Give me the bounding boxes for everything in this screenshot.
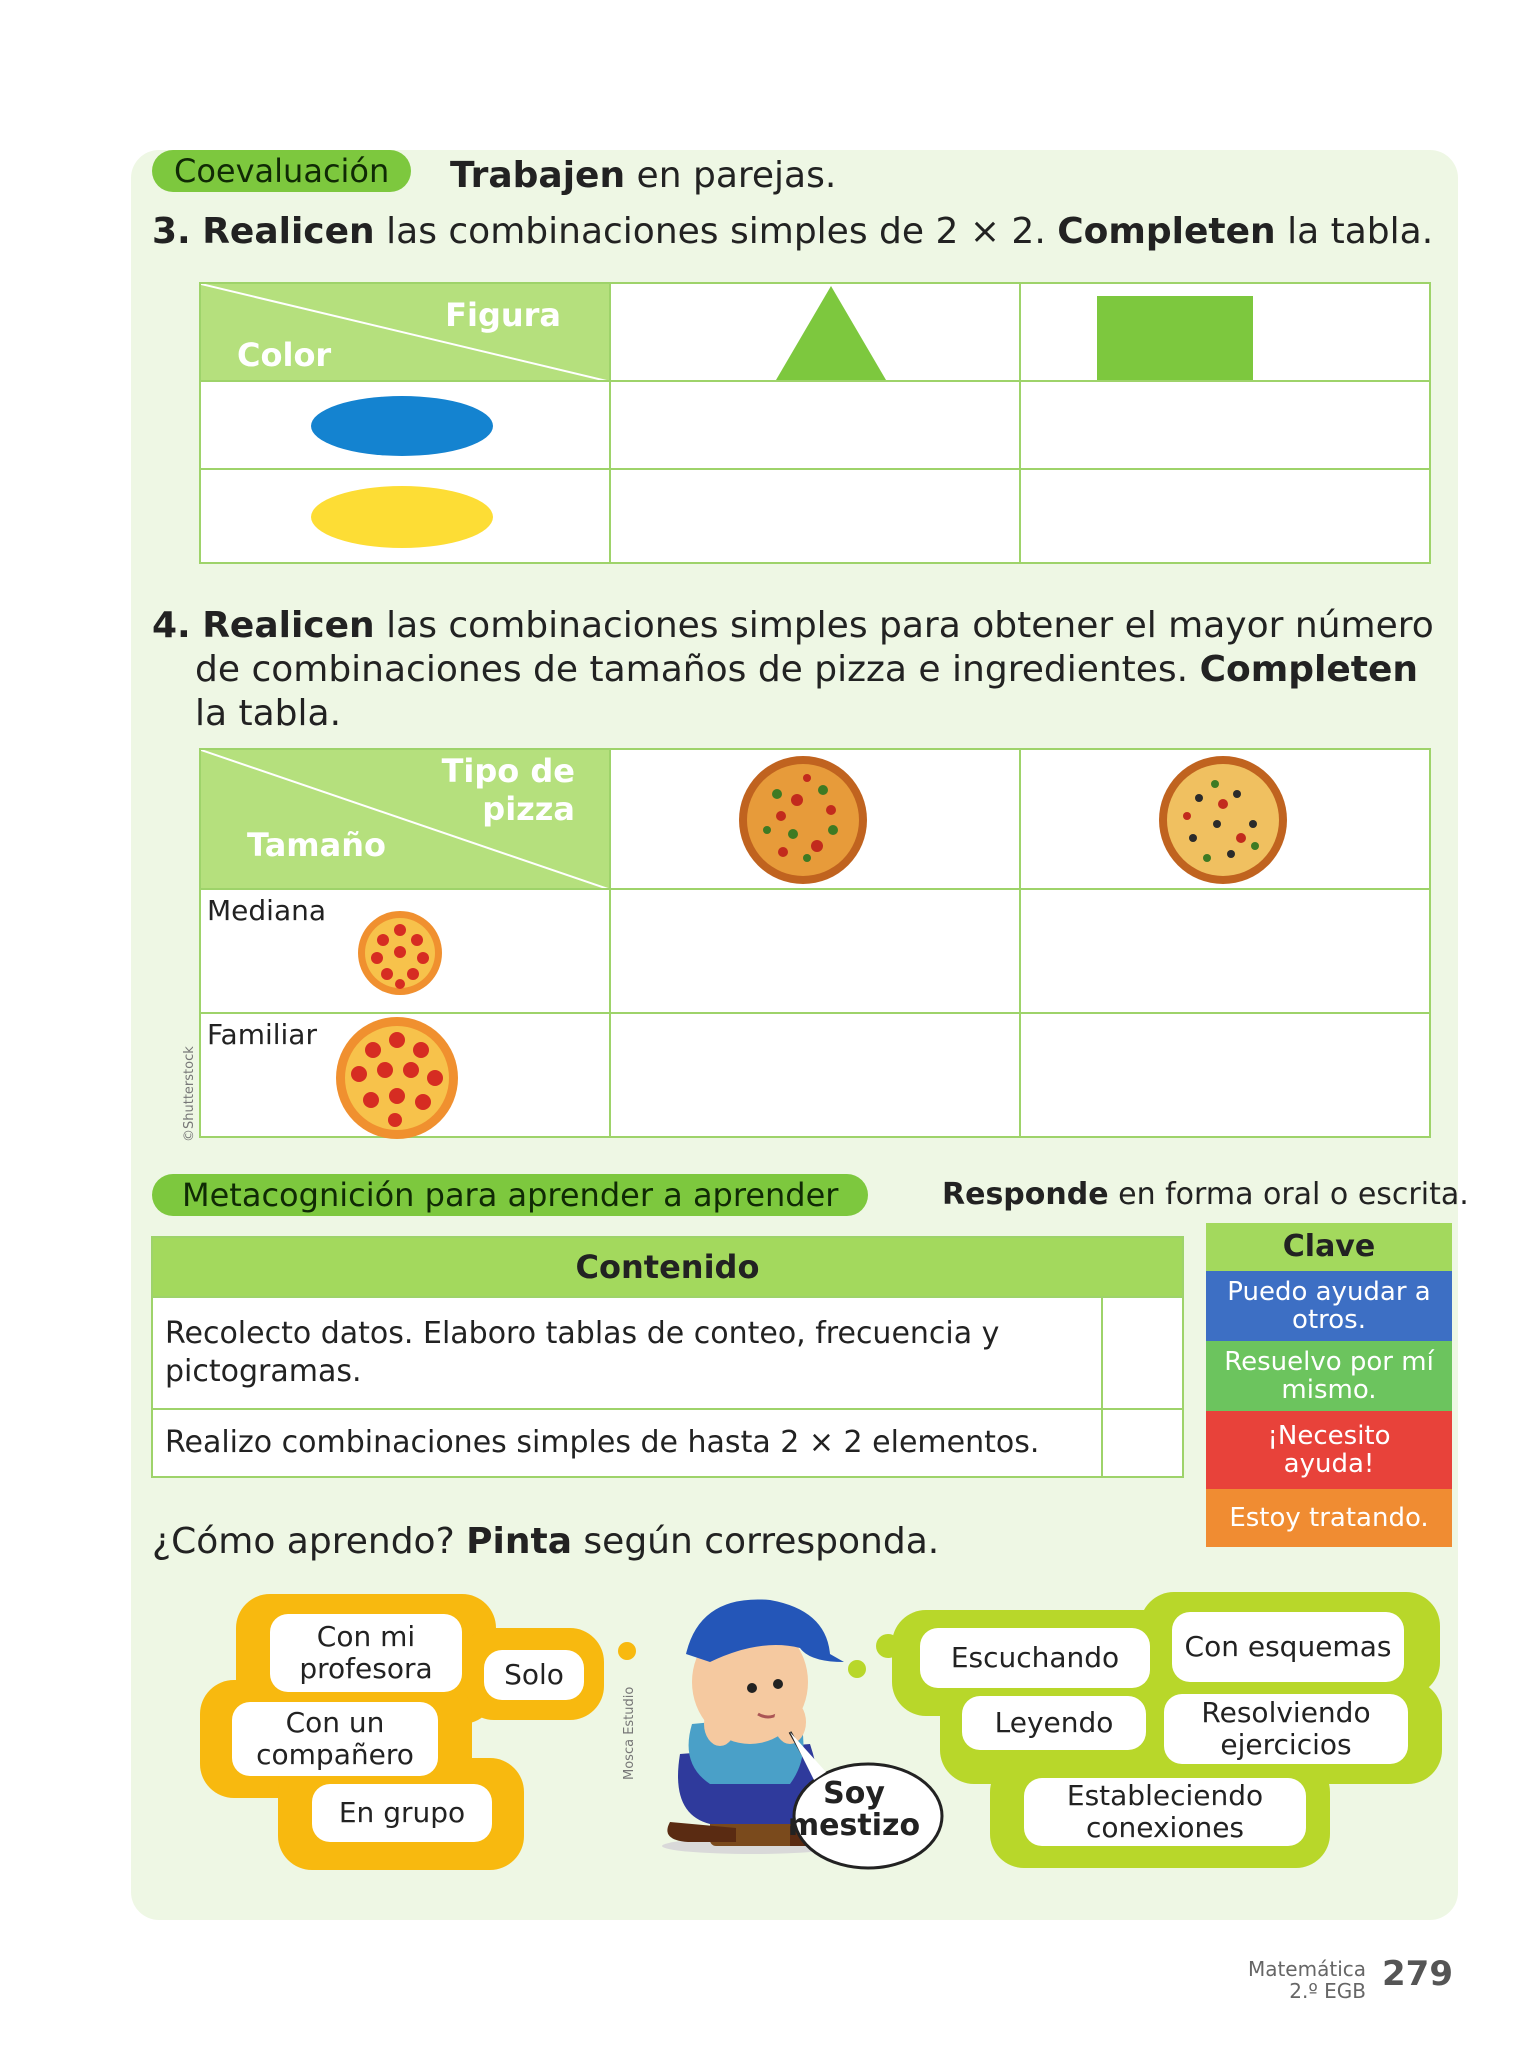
olive-pizza-image bbox=[1157, 754, 1289, 886]
option-con-un-companero[interactable]: Con un compañero bbox=[232, 1702, 438, 1776]
self-assessment-box[interactable] bbox=[1102, 1297, 1183, 1409]
option-resolviendo-ejercicios[interactable]: Resolviendo ejercicios bbox=[1164, 1694, 1408, 1764]
thought-dot bbox=[618, 1642, 636, 1660]
triangle-cell bbox=[610, 283, 1020, 381]
question-3-text: 3. Realicen las combinaciones simples de 2 × 2. Completen la tabla. bbox=[152, 211, 1434, 252]
answer-cell[interactable] bbox=[610, 889, 1020, 1013]
option-con-esquemas[interactable]: Con esquemas bbox=[1172, 1612, 1404, 1682]
table-header-diagonal bbox=[200, 749, 610, 889]
answer-cell[interactable] bbox=[1020, 469, 1430, 563]
vegetable-pizza-image bbox=[737, 754, 869, 886]
page-number: 279 bbox=[1382, 1954, 1453, 1994]
green-triangle-shape bbox=[776, 286, 886, 380]
speech-bubble-text: Soy mestizo bbox=[787, 1776, 921, 1843]
como-aprendo-text: ¿Cómo aprendo? Pinta según corresponda. bbox=[152, 1521, 940, 1562]
option-escuchando[interactable]: Escuchando bbox=[920, 1628, 1150, 1688]
answer-cell[interactable] bbox=[1020, 889, 1430, 1013]
option-en-grupo[interactable]: En grupo bbox=[312, 1784, 492, 1842]
green-rectangle-shape bbox=[1097, 296, 1253, 380]
medium-pepperoni-pizza-image bbox=[357, 910, 443, 996]
coevaluacion-badge: Coevaluación bbox=[152, 150, 411, 192]
blue-ellipse-shape bbox=[311, 396, 493, 456]
photo-credit: ©Shutterstock bbox=[182, 1046, 197, 1142]
table-header-diagonal bbox=[200, 283, 610, 381]
blue-row-label bbox=[200, 381, 610, 469]
option-estableciendo-conexiones[interactable]: Estableciendo conexiones bbox=[1024, 1778, 1306, 1846]
clave-estoy-tratando: Estoy tratando. bbox=[1206, 1489, 1452, 1547]
metacognicion-instruction: Responde en forma oral o escrita. bbox=[942, 1177, 1469, 1212]
header-figura: Figura bbox=[445, 296, 561, 334]
rectangle-cell bbox=[1020, 283, 1430, 381]
self-assessment-box[interactable] bbox=[1102, 1409, 1183, 1477]
option-solo[interactable]: Solo bbox=[484, 1650, 584, 1700]
table-color-figura bbox=[199, 282, 1431, 564]
yellow-row-label bbox=[200, 469, 610, 563]
size-mediana-cell bbox=[200, 889, 610, 1013]
clave-resuelvo: Resuelvo por mí mismo. bbox=[1206, 1341, 1452, 1411]
clave-title: Clave bbox=[1206, 1223, 1452, 1271]
footer-subject: Matemática 2.º EGB bbox=[1247, 1957, 1366, 2003]
answer-cell[interactable] bbox=[1020, 381, 1430, 469]
family-pepperoni-pizza-image bbox=[335, 1016, 459, 1140]
option-con-mi-profesora[interactable]: Con mi profesora bbox=[270, 1614, 462, 1692]
answer-cell[interactable] bbox=[610, 381, 1020, 469]
illustration-credit: Mosca Estudio bbox=[622, 1686, 637, 1780]
option-leyendo[interactable]: Leyendo bbox=[962, 1696, 1146, 1750]
coevaluacion-instruction: Trabajen en parejas. bbox=[450, 155, 837, 196]
header-tipo-de-pizza: Tipo de pizza bbox=[441, 752, 575, 828]
contenido-table bbox=[151, 1236, 1184, 1478]
contenido-row-1: Recolecto datos. Elaboro tablas de conteo, frecuencia y pictogramas. bbox=[152, 1297, 1102, 1409]
answer-cell[interactable] bbox=[610, 469, 1020, 563]
clave-legend bbox=[1206, 1223, 1452, 1547]
pizza-type-1-cell bbox=[610, 749, 1020, 889]
yellow-ellipse-shape bbox=[311, 486, 493, 548]
table-tamano-pizza bbox=[199, 748, 1431, 1138]
question-4-line1: 4. Realicen las combinaciones simples para obtener el mayor número bbox=[152, 605, 1434, 646]
pizza-type-2-cell bbox=[1020, 749, 1430, 889]
answer-cell[interactable] bbox=[610, 1013, 1020, 1137]
contenido-header: Contenido bbox=[152, 1237, 1183, 1297]
size-familiar-label: Familiar bbox=[207, 1018, 317, 1051]
header-tamano: Tamaño bbox=[247, 826, 386, 864]
question-4-line3: la tabla. bbox=[195, 693, 342, 734]
size-familiar-cell bbox=[200, 1013, 610, 1137]
header-color: Color bbox=[237, 336, 332, 374]
metacognicion-badge: Metacognición para aprender a aprender bbox=[152, 1174, 868, 1216]
clave-necesito-ayuda: ¡Necesito ayuda! bbox=[1206, 1411, 1452, 1489]
contenido-row-2: Realizo combinaciones simples de hasta 2 × 2 elementos. bbox=[152, 1409, 1102, 1477]
answer-cell[interactable] bbox=[1020, 1013, 1430, 1137]
clave-puedo-ayudar: Puedo ayudar a otros. bbox=[1206, 1271, 1452, 1341]
question-4-line2: de combinaciones de tamaños de pizza e ingredientes. Completen bbox=[195, 649, 1419, 690]
size-mediana-label: Mediana bbox=[207, 894, 326, 927]
